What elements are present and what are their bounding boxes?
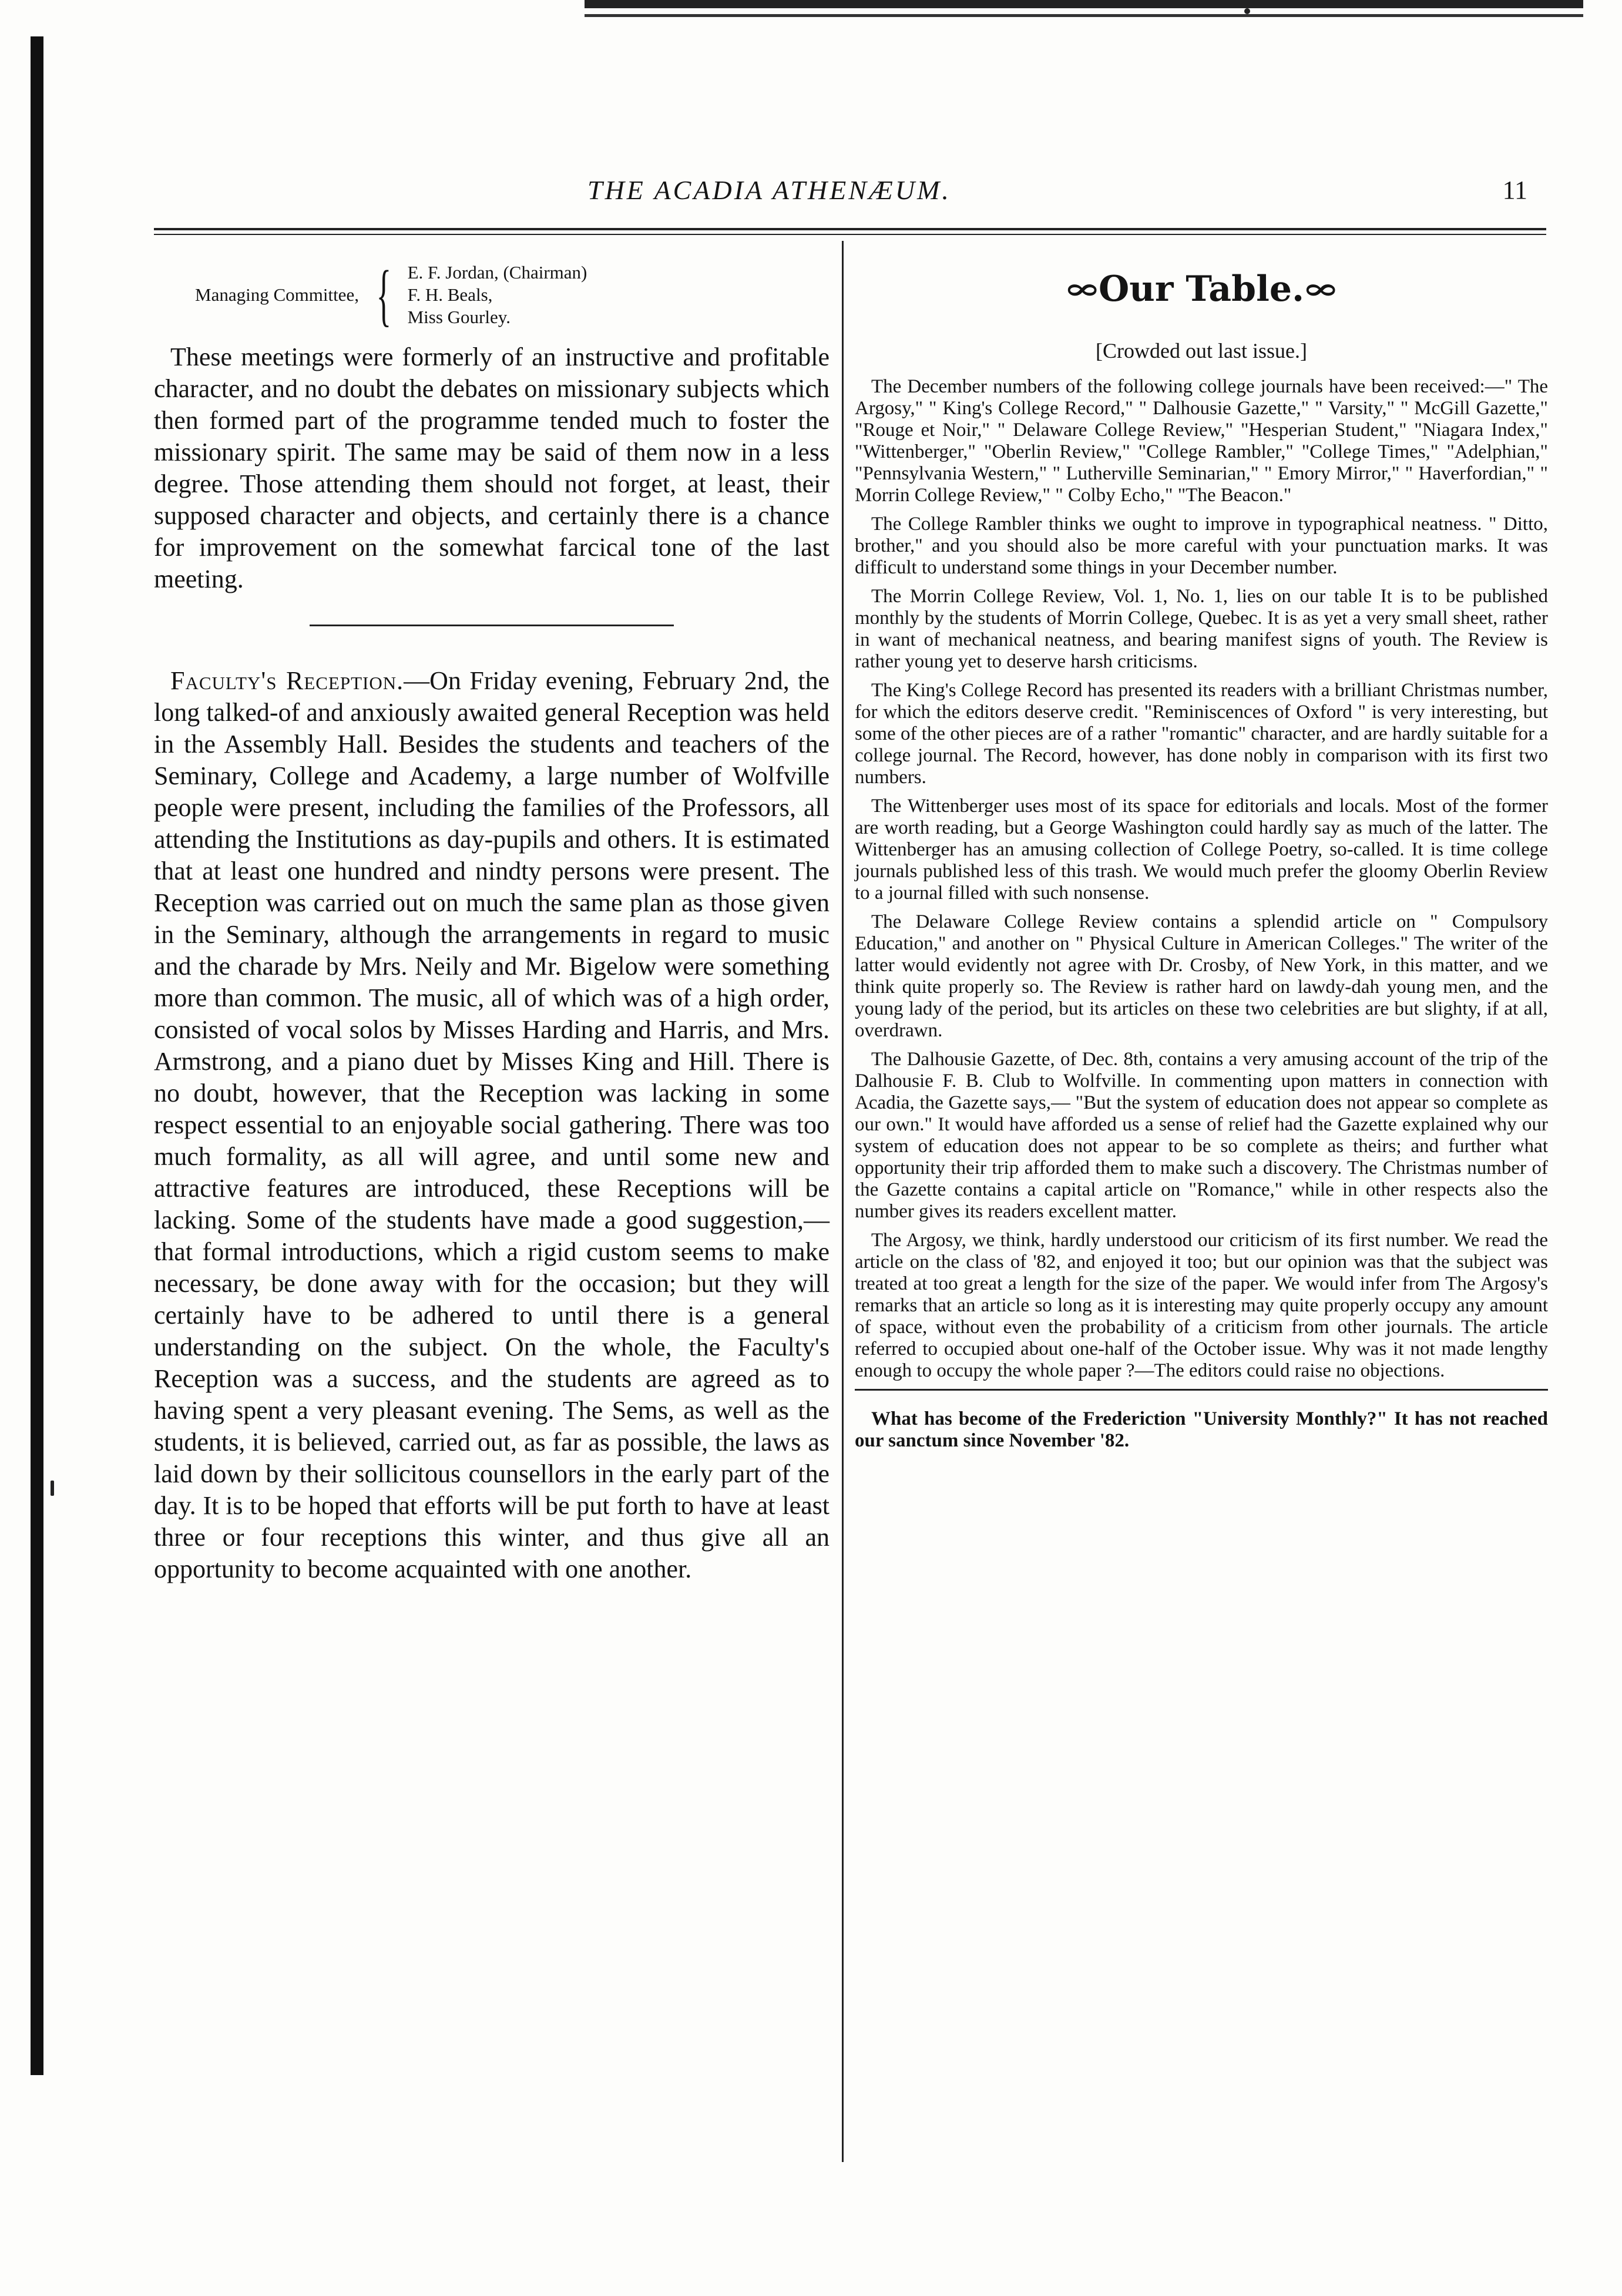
exchange-paragraph: The Wittenberger uses most of its space for editorials and locals. Most of the former are worth reading, but a George Washington could hardly say as much of the latter. The Wittenberger has an amusing collection of College Poetry, so-called. It is time college journals published less of this trash. We would much prefer the gloomy Oberlin Review to a journal filled with such nonsense. [855, 795, 1548, 904]
exchange-paragraph: The Argosy, we think, hardly understood our criticism of its first number. We read the article on the class of '82, and enjoyed it too; but our opinion was that the subject was treated at too great a length for the size of the paper. We would infer from The Argosy's remarks that an article so long as it is interesting may quite properly occupy any amount of space, without even the probability of a criticism from other journals. The article referred to occupied about one-half of the October issue. Why was it not made lengthy enough to occupy the whole paper ?—The editors could raise no objections. [855, 1230, 1548, 1381]
ornament-right-icon: ∞ [1301, 273, 1339, 306]
exchange-paragraph: The Delaware College Review contains a splendid article on " Compulsory Education," and another on " Physical Culture in American Colleges." The writer of the latter would evidently not agree with Dr. Crosby, of New York, in this matter, and we think quite properly so. The Review is rather hard on lawdy-dah young men, and the young lady of the period, but its articles on these two celebrities are but slighty, if at all, overdrawn. [855, 911, 1548, 1041]
running-head [153, 169, 1551, 210]
head-rule-bottom [154, 234, 1546, 235]
paragraph-text: These meetings were formerly of an instructive and profitable character, and no doubt the debates on missionary subjects which then formed part of the programme tended much to foster the missionary spirit. The same may be said of them now in a less degree. Those attending them should not forget, at least, their supposed character and objects, and certainly there is a chance for improvement on the somewhat farcical tone of the last meeting. [154, 343, 830, 593]
column-divider [842, 241, 844, 2162]
exchange-paragraph: The College Rambler thinks we ought to improve in typographical neatness. " Ditto, brother," and you should also be more careful with your punctuation marks. It was difficult to understand some things in your December number. [855, 513, 1548, 578]
exchange-paragraph: The King's College Record has presented its readers with a brilliant Christmas number, for which the editors deserve credit. "Reminiscences of Oxford " is very interesting, but some of the other pieces are of a rather "romantic" character, and are hardly suitable for a college journal. The Record, however, has done nobly in comparison with its first two numbers. [855, 680, 1548, 788]
page-edge-bar [31, 36, 43, 2075]
head-rule-top [154, 228, 1546, 230]
our-table-heading [855, 260, 1548, 318]
page-number: 11 [1502, 175, 1527, 204]
managing-committee [195, 256, 830, 333]
running-title: THE ACADIA ATHENÆUM. [587, 174, 951, 205]
right-column [855, 241, 1548, 1459]
committee-label: Managing Committee, [195, 284, 359, 305]
exchange-paragraph: The December numbers of the following college journals have been received:—" The Argosy," " King's College Record," " Dalhousie Gazette," " Varsity," " McGill Gazette," "Rouge et Noir," " Delaware College Review," "Hesperian Student," "Niagara Index," "Wittenberger," "Oberlin Review," "College Rambler," "College Times," "Adelphian," "Pennsylvania Western," " Lutherville Seminarian," " Emory Mirror," " Haverfordian," " Morrin College Review," " Colby Echo," "The Beacon." [855, 376, 1548, 506]
faculty-reception-article [154, 665, 830, 1585]
print-speck [51, 1481, 54, 1496]
left-column [154, 241, 830, 1585]
committee-names [408, 261, 587, 328]
top-edge-rule [585, 14, 1583, 17]
section-rule [855, 1389, 1548, 1391]
brace-glyph: { [376, 256, 392, 333]
committee-member: E. F. Jordan, (Chairman) [407, 262, 587, 283]
ornament-left-icon: ∞ [1063, 273, 1101, 306]
exchange-paragraph: The Morrin College Review, Vol. 1, No. 1, lies on our table It is to be published monthly by the students of Morrin College, Quebec. It is as yet a very small sheet, rather in want of mechanical neatness, and bearing manifest signs of youth. The Review is rather young yet to deserve harsh criticisms. [855, 586, 1548, 672]
committee-member: Miss Gourley. [407, 307, 511, 327]
paragraph-text: —On Friday evening, February 2nd, the long talked-of and anxiously awaited general Reception was held in the Assembly Hall. Besides the students and teachers of the Seminary, College and Academy, a large number of Wolfville people were present, including the families of the Professors, all attending the Institutions as day-pupils and others. It is estimated that at least one hundred and nindty persons were present. The Reception was carried out on much the same plan as those given in the Seminary, although the arrangements in regard to music and the charade by Mrs. Neily and Mr. Bigelow were something more than common. The music, all of which was of a high order, consisted of vocal solos by Misses Harding and Harris, and Mrs. Armstrong, and a piano duet by Misses King and Hill. There is no doubt, however, that the Reception was lacking in some respect essential to an enjoyable social gathering. There was too much formality, as all will agree, and until some new and attractive features are introduced, these Receptions will be lacking. Some of the students have made a good suggestion,—that formal introductions, which a rigid custom seems to make necessary, be done away with for the occasion; but they will certainly have to be adhered to until there is a general understanding on the subject. On the whole, the Faculty's Reception was a success, and the students are agreed as to having spent a very pleasant evening. The Sems, as well as the students, it is believed, carried out, as far as possible, the laws as laid down by their sollicitous counsellors in the early part of the day. It is to be hoped that efforts will be put forth to have at least three or four receptions this winter, and thus give all an opportunity to become acquainted with one another. [154, 666, 830, 1583]
print-speck [1244, 8, 1250, 14]
section-title: Our Table. [1099, 268, 1304, 310]
closing-note: What has become of the Frederiction "University Monthly?" It has not reached our sanctum since November '82. [855, 1408, 1548, 1451]
article-heading: Faculty's Reception. [170, 666, 404, 695]
section-rule [310, 625, 674, 626]
exchange-column [855, 376, 1548, 1452]
committee-member: F. H. Beals, [407, 284, 493, 305]
top-edge-bar [585, 0, 1583, 8]
crowded-note: [Crowded out last issue.] [1096, 339, 1307, 362]
exchange-paragraph: The Dalhousie Gazette, of Dec. 8th, contains a very amusing account of the trip of the Dalhousie F. B. Club to Wolfville. In commenting upon matters in connection with Acadia, the Gazette says,— "But the system of education does not appear so complete as our own." It would have afforded us a sense of relief had the Gazette explained why our system of education does not appear to be so complete as theirs; and further what opportunity their trip afforded them to make such a discovery. The Christmas number of the Gazette contains a capital article on "Romance," while in other respects also the number gives its readers excellent matter. [855, 1049, 1548, 1222]
missionary-paragraph [154, 341, 830, 595]
